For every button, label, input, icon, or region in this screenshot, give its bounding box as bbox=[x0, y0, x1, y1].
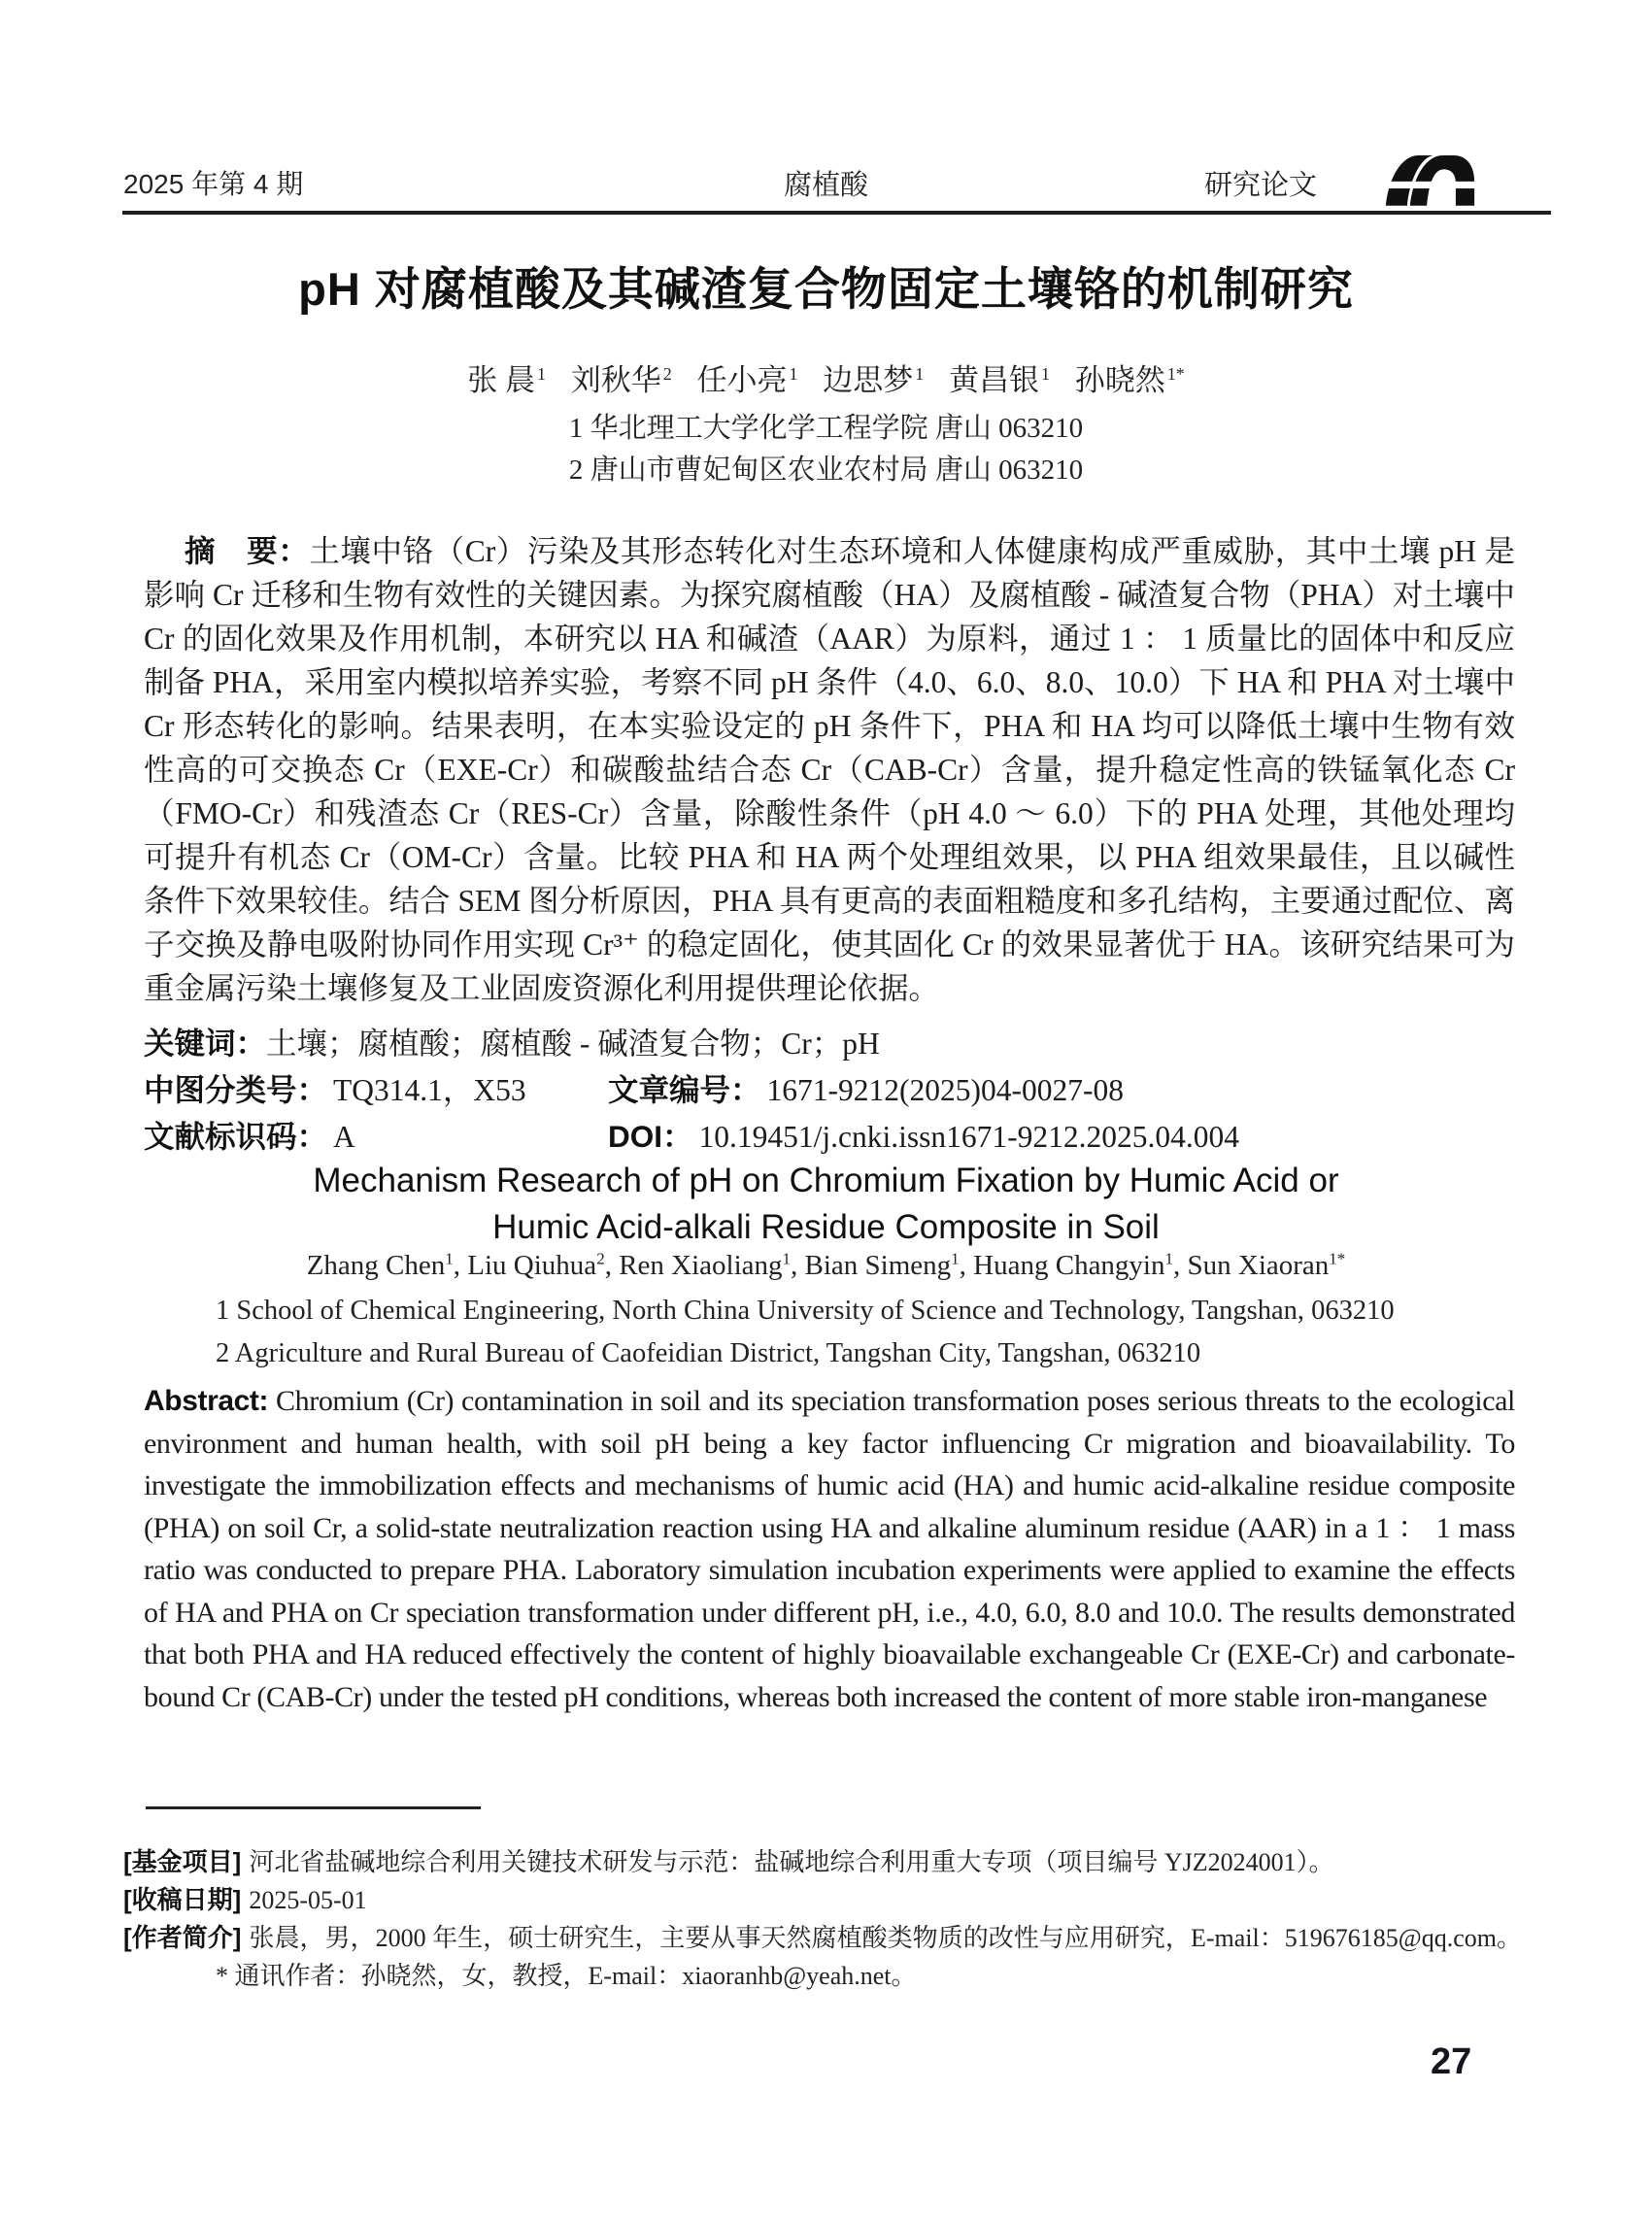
title-en-line2: Humic Acid-alkali Residue Composite in Soil bbox=[492, 1208, 1160, 1246]
abstract-en: Abstract: Chromium (Cr) contamination in soil and its speciation transformation poses serious threats to the ecological environment and human health, with soil pH being a key factor influencing Cr migration and bioavailability. To investigate the immobilization effects and mechanisms of humic acid (HA) and humic acid-alkaline residue composite (PHA) on soil Cr, a solid-state neutralization reaction using HA and alkaline aluminum residue (AAR) in a 1 ： 1 mass ratio was conducted to prepare PHA. Laboratory simulation incubation experiments were applied to examine the effects of HA and PHA on Cr speciation transformation under different pH, i.e., 4.0, 6.0, 8.0 and 10.0. The results demonstrated that both PHA and HA reduced effectively the content of highly bioavailable exchangeable Cr (EXE-Cr) and carbonate-bound Cr (CAB-Cr) under the tested pH conditions, whereas both increased the content of more stable iron-manganese bbox=[144, 1385, 1515, 1713]
author-zh: 孙晓然 $^{1*}$ bbox=[1074, 363, 1185, 397]
affiliation-en-2: 2 Agriculture and Rural Bureau of Caofeidian District, Tangshan City, Tangshan, 063210 bbox=[216, 1338, 1201, 1368]
header-rule bbox=[122, 211, 1551, 215]
journal-logo-icon bbox=[1384, 146, 1477, 210]
article-id-group: 文章编号： 1671-9212(2025)04-0027-08 bbox=[608, 1072, 1124, 1107]
header-issue: 2025 年第 4 期 bbox=[123, 169, 304, 199]
author-zh: 黄昌银 $^1$ bbox=[949, 363, 1050, 397]
footnote-author-bio: [作者简介] 张晨，男，2000 年生，硕士研究生，主要从事天然腐植酸类物质的改性与应用研究，E-mail：519676185@qq.com。* 通讯作者：孙晓然，女，教授，E-mail：xiaoranhb@yeah.net。 bbox=[123, 1923, 1522, 1990]
author-zh: 张 晨 $^1$ bbox=[467, 363, 546, 397]
author-en: Zhang Chen$^1$ , bbox=[307, 1250, 468, 1281]
footnote-separator bbox=[146, 1806, 481, 1809]
doi-group: DOI： 10.19451/j.cnki.issn1671-9212.2025.04.004 bbox=[608, 1119, 1240, 1154]
affiliation-zh-1: 1 华北理工大学化学工程学院 唐山 063210 bbox=[568, 413, 1084, 444]
affiliation-zh-2: 2 唐山市曹妃甸区农业农村局 唐山 063210 bbox=[568, 455, 1084, 486]
keywords-label: 关键词： bbox=[144, 1026, 267, 1061]
title-en-line1: Mechanism Research of pH on Chromium Fixation by Humic Acid or bbox=[313, 1162, 1339, 1199]
authors-zh bbox=[0, 355, 1652, 399]
footnote-funding: [基金项目] 河北省盐碱地综合利用关键技术研发与示范：盐碱地综合利用重大专项（项目编号 YJZ2024001）。 bbox=[123, 1847, 1334, 1876]
footnote-received-date: [收稿日期] 2025-05-01 bbox=[123, 1885, 367, 1914]
author-en: Liu Qiuhua$^2$ , bbox=[467, 1250, 619, 1281]
abstract-en-label: Abstract: bbox=[144, 1385, 269, 1417]
author-en: Ren Xiaoliang$^1$ , bbox=[619, 1250, 804, 1281]
page-number: 27 bbox=[1431, 2041, 1472, 2082]
authors-en bbox=[0, 1249, 1652, 1282]
header-journal-name: 腐植酸 bbox=[783, 170, 868, 201]
footnotes bbox=[123, 1843, 1522, 1995]
header-section-label: 研究论文 bbox=[1203, 170, 1317, 201]
author-en: Bian Simeng$^1$ , bbox=[805, 1250, 974, 1281]
author-zh: 边思梦 $^1$ bbox=[823, 363, 925, 397]
meta-row-clc bbox=[144, 1066, 1515, 1110]
author-zh: 任小亮 $^1$ bbox=[696, 363, 798, 397]
meta-row-doccode bbox=[144, 1113, 1515, 1157]
abstract-zh-label: 摘 要： bbox=[185, 533, 310, 568]
abstract-zh: 摘 要：土壤中铬（Cr）污染及其形态转化对生态环境和人体健康构成严重威胁，其中土壤 pH 是影响 Cr 迁移和生物有效性的关键因素。为探究腐植酸（HA）及腐植酸 - 碱渣复合物（PHA）对土壤中 Cr 的固化效果及作用机制，本研究以 HA 和碱渣（AAR）为原料，通过 1 ： 1 质量比的固体中和反应制备 PHA，采用室内模拟培养实验，考察不同 pH 条件（4.0、6.0、8.0、10.0）下 HA 和 PHA 对土壤中 Cr 形态转化的影响。结果表明，在本实验设定的 pH 条件下，PHA 和 HA 均可以降低土壤中生物有效性高的可交换态 Cr（EXE-Cr）和碳酸盐结合态 Cr（CAB-Cr）含量，提升稳定性高的铁锰氧化态 Cr（FMO-Cr）和残渣态 Cr（RES-Cr）含量，除酸性条件（pH 4.0 ～ 6.0）下的 PHA 处理，其他处理均可提升有机态 Cr（OM-Cr）含量。比较 PHA 和 HA 两个处理组效果，以 PHA 组效果最佳，且以碱性条件下效果较佳。结合 SEM 图分析原因，PHA 具有更高的表面粗糙度和多孔结构，主要通过配位、离子交换及静电吸附协同作用实现 Cr³⁺ 的稳定固化，使其固化 Cr 的效果显著优于 HA。该研究结果可为重金属污染土壤修复及工业固废资源化利用提供理论依据。 bbox=[144, 533, 1515, 1005]
author-zh: 刘秋华 $^2$ bbox=[570, 363, 672, 397]
author-en: Sun Xiaoran$^{1*}$ bbox=[1187, 1249, 1346, 1281]
keywords-line: 关键词：土壤；腐植酸；腐植酸 - 碱渣复合物；Cr；pH bbox=[144, 1026, 880, 1061]
page-title: pH 对腐植酸及其碱渣复合物固定土壤铬的机制研究 bbox=[298, 263, 1354, 315]
clc-group: 中图分类号： TQ314.1，X53 bbox=[144, 1072, 526, 1107]
author-en: Huang Changyin$^1$ , bbox=[973, 1250, 1187, 1281]
doc-code-group: 文献标识码： A bbox=[144, 1119, 355, 1154]
affiliation-en-1: 1 School of Chemical Engineering, North China University of Science and Technology, Tangshan, 063210 bbox=[216, 1296, 1395, 1326]
